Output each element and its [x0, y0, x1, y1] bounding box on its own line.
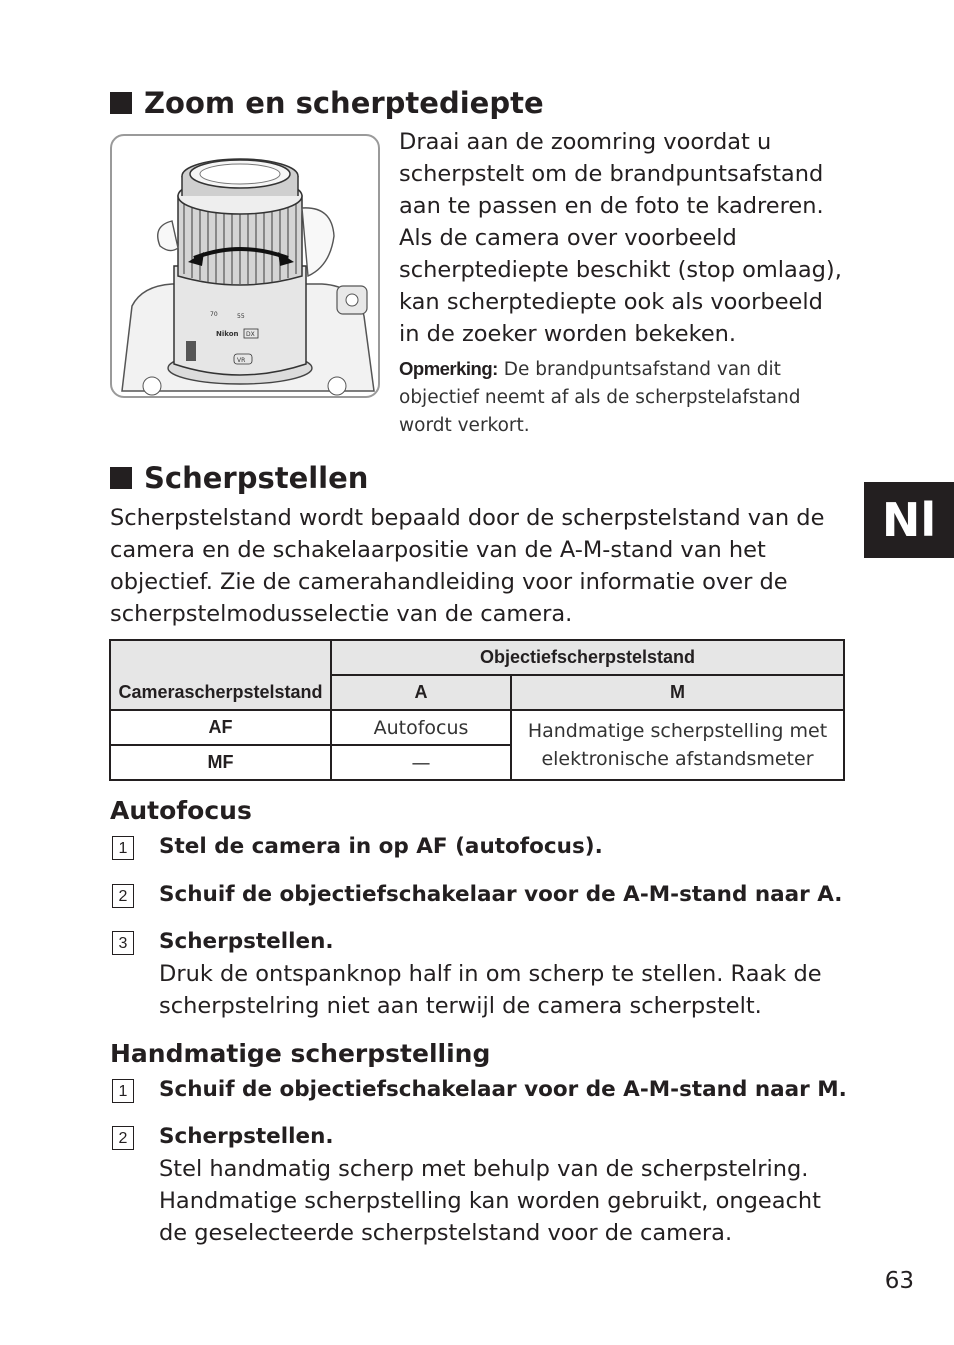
- table-cell-af-a: Autofocus: [331, 710, 511, 745]
- lens-vr: VR: [237, 357, 246, 364]
- merged-line: elektronische afstandsmeter: [541, 748, 814, 770]
- lens-scale-1: 70: [210, 311, 218, 318]
- table-row-mf-label: MF: [110, 745, 331, 780]
- step-title: Scherpstellen.: [159, 929, 334, 954]
- lens-illustration: [110, 134, 380, 398]
- zoom-line: kan scherptediepte ook als voorbeeld: [399, 289, 823, 315]
- table-header-m: M: [511, 675, 844, 710]
- step-number: 1: [112, 1079, 134, 1103]
- zoom-line: in de zoeker worden bekeken.: [399, 321, 737, 347]
- language-tab: Nl: [864, 482, 954, 558]
- zoom-line: scherpstelt om de brandpuntsafstand: [399, 161, 824, 187]
- section-heading-zoom: [110, 86, 544, 120]
- paragraph-line: camera en de schakelaarpositie van de A-M-stand van het: [110, 537, 766, 563]
- scherpstellen-paragraph: [110, 502, 850, 630]
- section-title: Zoom en scherptediepte: [144, 86, 544, 120]
- step-body-line: Druk de ontspanknop half in om scherp te stellen. Raak de: [159, 961, 822, 987]
- note-label: Opmerking:: [399, 358, 498, 379]
- section-title: Scherpstellen: [144, 461, 369, 495]
- autofocus-step: [112, 831, 852, 863]
- zoom-line: scherptediepte beschikt (stop omlaag),: [399, 257, 842, 283]
- lens-format: DX: [246, 331, 255, 338]
- step-body-line: scherpstelring niet aan terwijl de camera scherpstelt.: [159, 993, 762, 1019]
- step-body-line: Handmatige scherpstelling kan worden gebruikt, ongeacht: [159, 1188, 821, 1214]
- paragraph-line: Scherpstelstand wordt bepaald door de scherpstelstand van de: [110, 505, 825, 531]
- table-header-camera: Camerascherpstelstand: [110, 640, 331, 710]
- autofocus-step: [112, 879, 852, 911]
- zoom-note: [399, 355, 849, 440]
- heading-bullet-icon: [110, 92, 132, 114]
- zoom-paragraph: [399, 126, 854, 350]
- table-header-a: A: [331, 675, 511, 710]
- merged-line: Handmatige scherpstelling met: [527, 720, 828, 742]
- zoom-line: aan te passen en de foto te kadreren.: [399, 193, 824, 219]
- paragraph-line: scherpstelmodusselectie van de camera.: [110, 601, 573, 627]
- step-body-line: de geselecteerde scherpstelstand voor de camera.: [159, 1220, 733, 1246]
- lens-scale-2: 55: [237, 313, 245, 320]
- lens-zoom-drawing: [112, 136, 378, 396]
- table-header-lens: Objectiefscherpstelstand: [331, 640, 844, 675]
- section-heading-scherpstellen: [110, 461, 368, 495]
- step-body-line: Stel handmatig scherp met behulp van de scherpstelring.: [159, 1156, 809, 1182]
- note-line: objectief neemt af als de scherpstelafstand: [399, 387, 801, 408]
- autofocus-heading: Autofocus: [110, 796, 252, 825]
- table-row-af-label: AF: [110, 710, 331, 745]
- step-number: 1: [112, 836, 134, 860]
- step-title: Scherpstellen.: [159, 1124, 334, 1149]
- note-line: wordt verkort.: [399, 415, 530, 436]
- step-number: 2: [112, 884, 134, 908]
- autofocus-step: [112, 926, 852, 1022]
- step-title: Stel de camera in op AF (autofocus).: [159, 834, 603, 859]
- table-cell-mf-a: —: [331, 745, 511, 780]
- manual-focus-heading: Handmatige scherpstelling: [110, 1039, 491, 1068]
- table-cell-merged-m: [511, 710, 844, 780]
- zoom-line: Draai aan de zoomring voordat u: [399, 129, 772, 155]
- page-number: 63: [884, 1268, 914, 1294]
- step-number: 3: [112, 931, 134, 955]
- heading-bullet-icon: [110, 467, 132, 489]
- focus-mode-table: [109, 639, 845, 781]
- step-number: 2: [112, 1126, 134, 1150]
- manual-step: [112, 1121, 852, 1249]
- note-line: De brandpuntsafstand van dit: [503, 359, 781, 380]
- manual-step: [112, 1074, 852, 1106]
- zoom-line: Als de camera over voorbeeld: [399, 225, 737, 251]
- paragraph-line: objectief. Zie de camerahandleiding voor informatie over de: [110, 569, 788, 595]
- lens-brand: Nikon: [216, 330, 239, 338]
- step-title: Schuif de objectiefschakelaar voor de A-M-stand naar A.: [159, 882, 843, 907]
- step-title: Schuif de objectiefschakelaar voor de A-M-stand naar M.: [159, 1077, 847, 1102]
